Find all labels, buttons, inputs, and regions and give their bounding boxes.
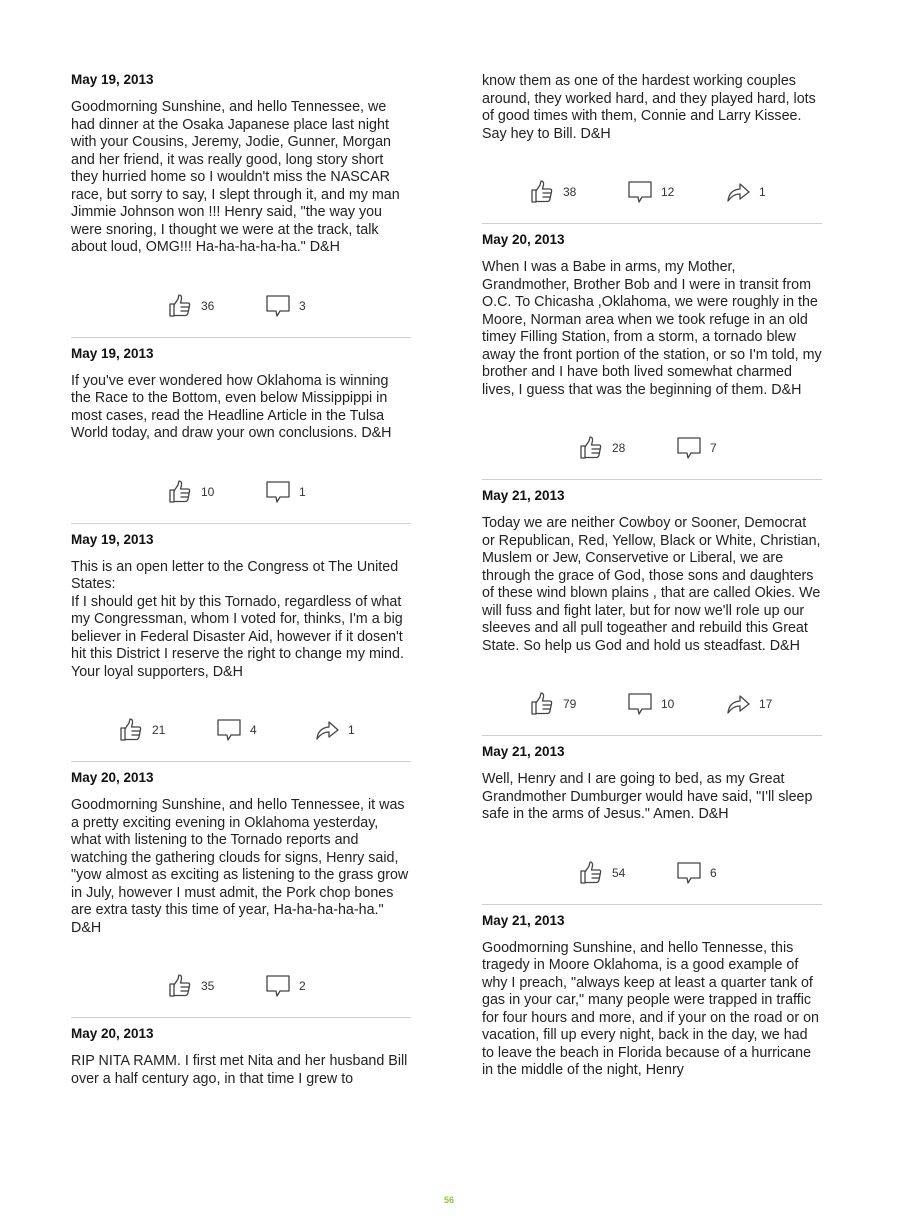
post bbox=[71, 69, 411, 338]
thumbs-up-icon[interactable] bbox=[578, 435, 612, 461]
post-text: Goodmorning Sunshine, and hello Tennesse, this tragedy in Moore Oklahoma, is a good example of why I preach, "always keep at least a quarter tank of gas in your car," many people were trapped in traffic for four hours and more, and if your on the road or on vacation, fill up every night, back in the day, we had to leave the beach in Florida because of a hurricane in the middle of the night, Henry bbox=[482, 939, 819, 1078]
like-reaction[interactable] bbox=[578, 860, 628, 886]
post-divider bbox=[71, 1017, 411, 1018]
reactions-bar bbox=[482, 679, 822, 729]
reactions-bar bbox=[71, 961, 411, 1011]
reactions-bar bbox=[482, 423, 822, 473]
post-divider bbox=[482, 223, 822, 224]
post-text: Goodmorning Sunshine, and hello Tennessee, it was a pretty exciting evening in Oklahoma yesterday, what with listening to the Tornado reports and watching the gathering clouds for signs, Henry said, "yow almost as exciting as listening to the grass grow in July, however I must admit, the Pork chop bones are extra tasty this time of year, Ha-ha-ha-ha-ha." D&H bbox=[71, 797, 409, 936]
right-column bbox=[482, 64, 822, 1080]
post-date: May 21, 2013 bbox=[482, 912, 565, 928]
share-arrow-icon[interactable] bbox=[314, 717, 348, 743]
reactions-bar bbox=[71, 467, 411, 517]
like-count: 28 bbox=[612, 441, 626, 455]
like-count: 21 bbox=[152, 723, 166, 737]
share-arrow-icon[interactable] bbox=[725, 691, 759, 717]
like-count: 38 bbox=[563, 185, 577, 199]
comment-count: 10 bbox=[661, 697, 675, 711]
comment-bubble-icon[interactable] bbox=[265, 479, 299, 505]
post-date: May 19, 2013 bbox=[71, 345, 154, 361]
share-count: 1 bbox=[348, 723, 355, 737]
comment-bubble-icon[interactable] bbox=[676, 435, 710, 461]
like-reaction[interactable] bbox=[529, 179, 579, 205]
post-text: know them as one of the hardest working couples around, they worked hard, and they played hard, lots of good times with them, Connie and Larry Kissee. Say hey to Bill. D&H bbox=[482, 73, 816, 142]
share-reaction[interactable] bbox=[725, 179, 775, 205]
thumbs-up-icon[interactable] bbox=[167, 973, 201, 999]
like-reaction[interactable] bbox=[167, 293, 217, 319]
like-reaction[interactable] bbox=[167, 479, 217, 505]
like-reaction[interactable] bbox=[118, 717, 168, 743]
post bbox=[71, 529, 411, 763]
comment-reaction[interactable] bbox=[265, 479, 315, 505]
comment-bubble-icon[interactable] bbox=[627, 691, 661, 717]
post bbox=[482, 485, 822, 736]
post-divider bbox=[482, 479, 822, 480]
comment-bubble-icon[interactable] bbox=[265, 293, 299, 319]
thumbs-up-icon[interactable] bbox=[529, 691, 563, 717]
comment-reaction[interactable] bbox=[627, 179, 677, 205]
post-date: May 21, 2013 bbox=[482, 488, 565, 503]
comment-count: 2 bbox=[299, 979, 306, 993]
post-text: Goodmorning Sunshine, and hello Tennessee, we had dinner at the Osaka Japanese place last night with your Cousins, Jeremy, Jodie, Gunner, Morgan and her friend, it was really good, long story short they hurried home so I wouldn't miss the NASCAR race, but sorry to say, I slept through it, and my man Jimmie Johnson won !!! Henry said, "the way you were snoring, I thought we were at the track, talk about loud, OMG!!! Ha-ha-ha-ha-ha." D&H bbox=[71, 99, 400, 255]
like-reaction[interactable] bbox=[529, 691, 579, 717]
like-count: 35 bbox=[201, 979, 215, 993]
comment-count: 1 bbox=[299, 484, 306, 499]
post-date: May 20, 2013 bbox=[482, 232, 565, 247]
post-divider bbox=[482, 735, 822, 736]
share-reaction[interactable] bbox=[725, 691, 775, 717]
reactions-bar bbox=[482, 167, 822, 217]
like-count: 10 bbox=[201, 484, 215, 499]
comment-count: 6 bbox=[710, 865, 717, 880]
post-date: May 20, 2013 bbox=[71, 770, 154, 785]
comment-reaction[interactable] bbox=[676, 435, 726, 461]
post-divider bbox=[71, 523, 411, 524]
thumbs-up-icon[interactable] bbox=[167, 293, 201, 319]
post bbox=[482, 229, 822, 480]
thumbs-up-icon[interactable] bbox=[529, 179, 563, 205]
post-text: This is an open letter to the Congress ot The United States: If I should get hit by this Tornado, regardless of what my Congressman, whom I voted for, thinks, I'm a big believer in Federal Disaster Aid, however if it dosen't hit this District I reserve the right to change my mind. Your loyal supporters, D&H bbox=[71, 558, 404, 680]
comment-reaction[interactable] bbox=[216, 717, 266, 743]
post-date: May 20, 2013 bbox=[71, 1026, 154, 1041]
like-reaction[interactable] bbox=[578, 435, 628, 461]
post bbox=[71, 1023, 411, 1088]
left-column bbox=[71, 64, 411, 1088]
like-count: 36 bbox=[201, 298, 215, 313]
comment-reaction[interactable] bbox=[265, 973, 315, 999]
thumbs-up-icon[interactable] bbox=[118, 717, 152, 743]
comment-bubble-icon[interactable] bbox=[265, 973, 299, 999]
comment-bubble-icon[interactable] bbox=[216, 717, 250, 743]
post bbox=[71, 767, 411, 1018]
post-text: RIP NITA RAMM. I first met Nita and her husband Bill over a half century ago, in that time I grew to bbox=[71, 1053, 408, 1087]
share-count: 17 bbox=[759, 697, 773, 711]
page-number: 56 bbox=[443, 1195, 454, 1205]
post-divider bbox=[71, 761, 411, 762]
share-reaction[interactable] bbox=[314, 717, 364, 743]
post bbox=[482, 910, 822, 1080]
post-text: Well, Henry and I are going to bed, as my Great Grandmother Dumburger would have said, "I'll sleep safe in the arms of Jesus." Amen. D&H bbox=[482, 771, 813, 822]
post-text: When I was a Babe in arms, my Mother, Grandmother, Brother Bob and I were in transit from O.C. To Chicasha ,Oklahoma, we were roughly in the Moore, Norman area when we took refuge in an old timey Filling Station, from a storm, a tornado blew away the front portion of the station, or so I'm told, my brother and I have both lived somewhat charmed lives, I guess that was the beginning of them. D&H bbox=[482, 259, 822, 398]
reactions-bar bbox=[71, 705, 411, 755]
post-date: May 19, 2013 bbox=[71, 531, 154, 547]
reactions-bar bbox=[482, 848, 822, 898]
post bbox=[71, 343, 411, 524]
post-date: May 19, 2013 bbox=[71, 72, 154, 87]
comment-bubble-icon[interactable] bbox=[627, 179, 661, 205]
like-reaction[interactable] bbox=[167, 973, 217, 999]
like-count: 79 bbox=[563, 697, 577, 711]
thumbs-up-icon[interactable] bbox=[578, 860, 612, 886]
comment-reaction[interactable] bbox=[265, 293, 315, 319]
post-divider bbox=[71, 337, 411, 338]
post-text: If you've ever wondered how Oklahoma is winning the Race to the Bottom, even below Missippippi in most cases, read the Headline Article in the Tulsa World today, and draw your own conclusions. D&H bbox=[71, 372, 392, 441]
share-arrow-icon[interactable] bbox=[725, 179, 759, 205]
comment-count: 12 bbox=[661, 185, 675, 199]
post-date: May 21, 2013 bbox=[482, 744, 565, 759]
comment-count: 4 bbox=[250, 723, 257, 737]
comment-count: 3 bbox=[299, 298, 306, 313]
post-text: Today we are neither Cowboy or Sooner, Democrat or Republican, Red, Yellow, Black or White, Christian, Muslem or Jew, Conservetive or Liberal, we are through the grace of God, those sons and daughters of these wind blown plains , that are called Okies. We will fuss and fight later, but for now we'll role up our sleeves and all pull togeather and rebuild this Great State. So help us God and hold us steadfast. D&H bbox=[482, 515, 821, 654]
comment-count: 7 bbox=[710, 441, 717, 455]
like-count: 54 bbox=[612, 865, 626, 880]
comment-bubble-icon[interactable] bbox=[676, 860, 710, 886]
thumbs-up-icon[interactable] bbox=[167, 479, 201, 505]
post-divider bbox=[482, 904, 822, 905]
comment-reaction[interactable] bbox=[676, 860, 726, 886]
reactions-bar bbox=[71, 281, 411, 331]
post bbox=[482, 741, 822, 905]
share-count: 1 bbox=[759, 185, 766, 199]
continued-post bbox=[482, 73, 822, 224]
comment-reaction[interactable] bbox=[627, 691, 677, 717]
